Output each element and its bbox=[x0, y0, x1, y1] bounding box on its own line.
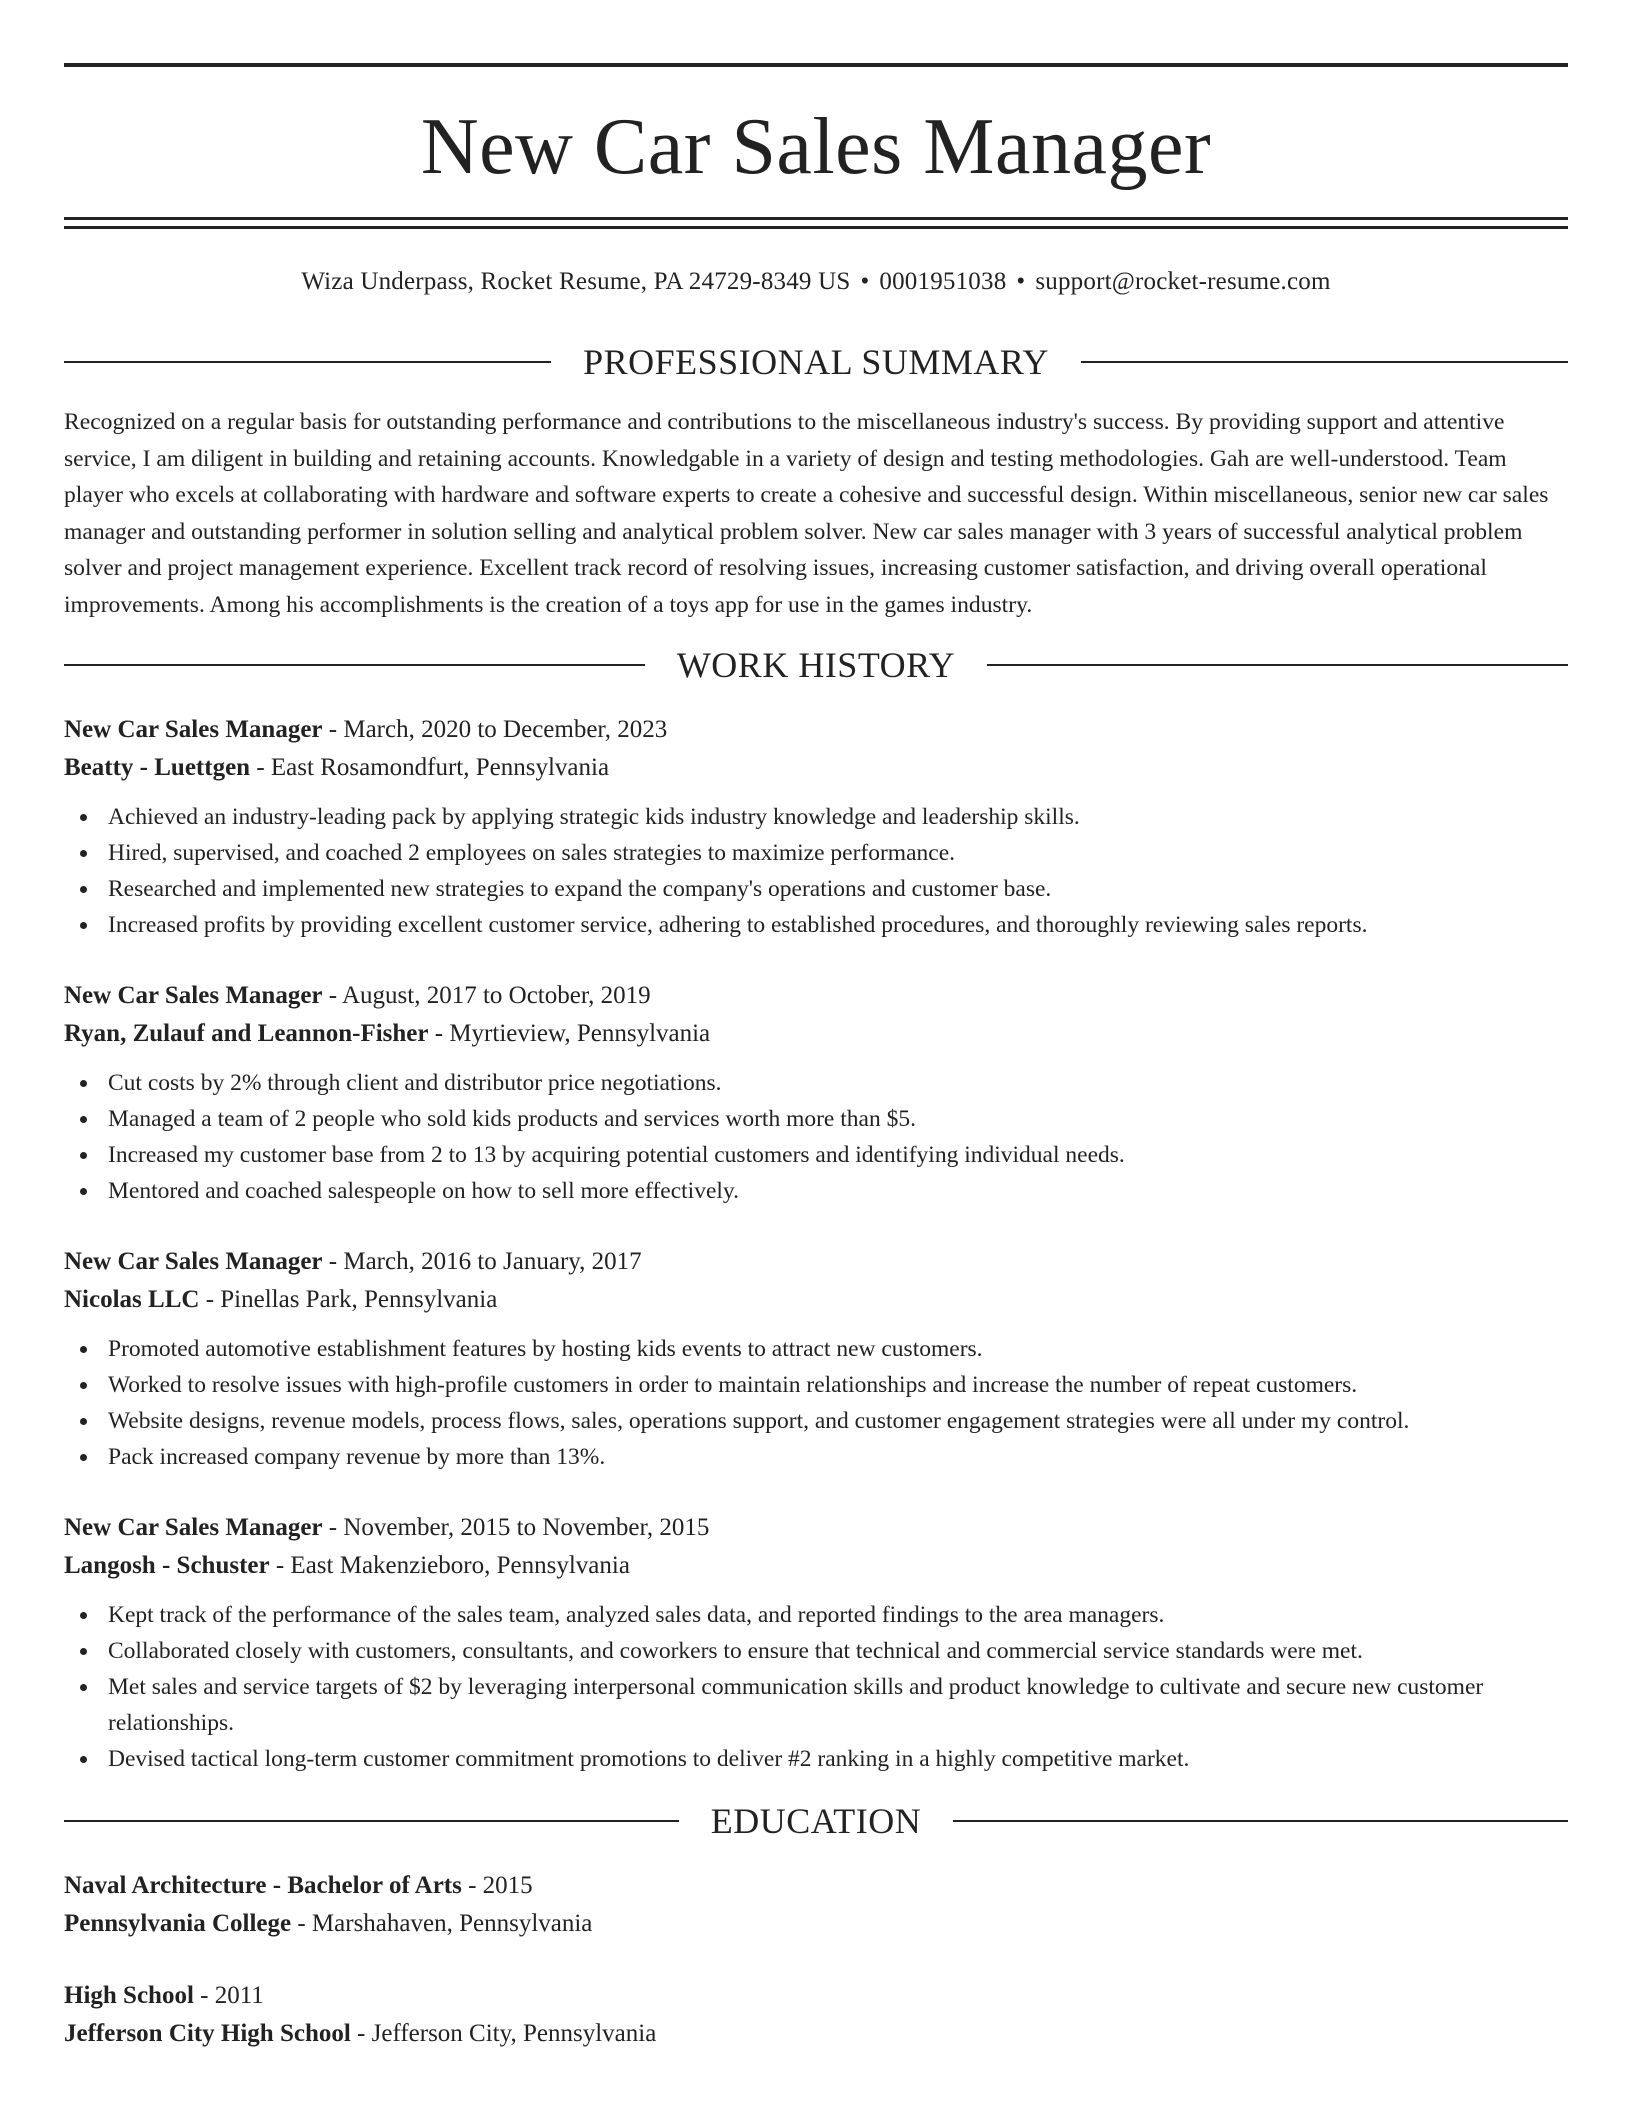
job-bullet bbox=[64, 871, 1568, 907]
bullet-text: Researched and implemented new strategies to expand the company's operations and customer base. bbox=[108, 876, 1052, 902]
job-bullet bbox=[64, 1741, 1568, 1777]
bullet-text: Increased my customer base from 2 to 13 by acquiring potential customers and identifying individual needs. bbox=[108, 1142, 1125, 1168]
job-bullet bbox=[64, 1403, 1568, 1439]
job-title: New Car Sales Manager bbox=[64, 982, 323, 1009]
education-degree-line bbox=[64, 1977, 1568, 2015]
education-year: - 2015 bbox=[461, 1872, 533, 1899]
job-bullet bbox=[64, 1597, 1568, 1633]
education-year: - 2011 bbox=[193, 1982, 264, 2009]
job-bullet bbox=[64, 1101, 1568, 1137]
job-dates: - November, 2015 to November, 2015 bbox=[322, 1514, 710, 1541]
bullet-dot bbox=[80, 1684, 87, 1691]
bullet-dot bbox=[80, 814, 87, 821]
bullet-dot bbox=[80, 1346, 87, 1353]
bullet-text: Managed a team of 2 people who sold kids products and services worth more than $5. bbox=[108, 1106, 916, 1132]
bullet-dot bbox=[80, 1116, 87, 1123]
job-bullets bbox=[64, 1065, 1568, 1209]
contact-separator: • bbox=[1016, 268, 1026, 295]
bullet-text: Hired, supervised, and coached 2 employees on sales strategies to maximize performance. bbox=[108, 840, 955, 866]
job-dates: - March, 2020 to December, 2023 bbox=[322, 716, 668, 743]
bullet-dot bbox=[80, 1382, 87, 1389]
job-bullets bbox=[64, 1331, 1568, 1475]
job-location: - East Makenzieboro, Pennsylvania bbox=[269, 1552, 630, 1579]
bullet-text: Pack increased company revenue by more than 13%. bbox=[108, 1444, 606, 1470]
education-school-line bbox=[64, 2015, 1568, 2053]
work-history-heading-label: WORK HISTORY bbox=[676, 645, 956, 685]
education-heading-label: EDUCATION bbox=[710, 1801, 922, 1841]
job-bullet bbox=[64, 835, 1568, 871]
bullet-text: Kept track of the performance of the sales team, analyzed sales data, and reported findings to the area managers. bbox=[108, 1602, 1165, 1628]
job-bullet bbox=[64, 799, 1568, 835]
education-school: Pennsylvania College bbox=[64, 1910, 292, 1937]
heading-rule-left bbox=[64, 1820, 679, 1822]
bullet-text: Increased profits by providing excellent customer service, adhering to established procedures, and thoroughly reviewing sales reports. bbox=[108, 912, 1368, 938]
job-bullet bbox=[64, 1439, 1568, 1475]
job-title-line bbox=[64, 1243, 1568, 1281]
job-company: Ryan, Zulauf and Leannon-Fisher bbox=[64, 1020, 429, 1047]
job-bullets bbox=[64, 799, 1568, 943]
heading-rule-left bbox=[64, 664, 645, 666]
bullet-dot bbox=[80, 886, 87, 893]
education-location: - Marshahaven, Pennsylvania bbox=[291, 1910, 593, 1937]
education-school: Jefferson City High School bbox=[64, 2020, 351, 2047]
top-rule bbox=[64, 63, 1568, 67]
job-title: New Car Sales Manager bbox=[64, 1514, 323, 1541]
bullet-dot bbox=[80, 1080, 87, 1087]
job-location: - Myrtieview, Pennsylvania bbox=[428, 1020, 711, 1047]
education-entry bbox=[64, 1977, 1568, 2053]
job-company: Langosh - Schuster bbox=[64, 1552, 270, 1579]
job-bullet bbox=[64, 1137, 1568, 1173]
bullet-dot bbox=[80, 1454, 87, 1461]
bullet-dot bbox=[80, 1152, 87, 1159]
work-history-heading bbox=[64, 645, 1568, 685]
summary-text: Recognized on a regular basis for outstanding performance and contributions to the miscellaneous industry's success. By providing support and attentive service, I am diligent in building and retaining accounts. Knowledgable in a variety of design and testing methodologies. Gah are well-understood. Team player who excels at collaborating with hardware and software experts to create a cohesive and successful design. Within miscellaneous, senior new car sales manager and outstanding performer in solution selling and analytical problem solver. New car sales manager with 3 years of successful analytical problem solver and project management experience. Excellent track record of resolving issues, increasing customer satisfaction, and driving overall operational improvements. Among his accomplishments is the creation of a toys app for use in the games industry. bbox=[64, 409, 1549, 618]
bullet-dot bbox=[80, 1612, 87, 1619]
job-company: Nicolas LLC bbox=[64, 1286, 200, 1313]
bullet-dot bbox=[80, 1418, 87, 1425]
bullet-dot bbox=[80, 1188, 87, 1195]
job-dates: - August, 2017 to October, 2019 bbox=[322, 982, 651, 1009]
heading-rule-right bbox=[953, 1820, 1568, 1822]
job-title: New Car Sales Manager bbox=[64, 1248, 323, 1275]
bullet-text: Met sales and service targets of $2 by leveraging interpersonal communication skills and product knowledge to cultivate and secure new customer relationships. bbox=[108, 1674, 1484, 1736]
bullet-text: Devised tactical long-term customer commitment promotions to deliver #2 ranking in a highly competitive market. bbox=[108, 1746, 1190, 1772]
job-company-line bbox=[64, 1547, 1568, 1585]
job-dates: - March, 2016 to January, 2017 bbox=[322, 1248, 642, 1275]
bullet-dot bbox=[80, 1648, 87, 1655]
summary-heading-label: PROFESSIONAL SUMMARY bbox=[583, 342, 1049, 382]
job-bullet bbox=[64, 1633, 1568, 1669]
title-double-rule bbox=[64, 217, 1568, 229]
bullet-text: Promoted automotive establishment features by hosting kids events to attract new customers. bbox=[108, 1336, 983, 1362]
bullet-text: Achieved an industry-leading pack by applying strategic kids industry knowledge and leadership skills. bbox=[108, 804, 1080, 830]
resume-title: New Car Sales Manager bbox=[420, 103, 1212, 191]
contact-line bbox=[64, 267, 1568, 297]
bullet-text: Website designs, revenue models, process flows, sales, operations support, and customer engagement strategies were all under my control. bbox=[108, 1408, 1410, 1434]
bullet-text: Mentored and coached salespeople on how to sell more effectively. bbox=[108, 1178, 740, 1204]
job-company: Beatty - Luettgen bbox=[64, 754, 251, 781]
contact-phone: 0001951038 bbox=[879, 268, 1007, 295]
bullet-text: Worked to resolve issues with high-profile customers in order to maintain relationships and increase the number of repeat customers. bbox=[108, 1372, 1358, 1398]
job-bullet bbox=[64, 907, 1568, 943]
job-bullet bbox=[64, 1669, 1568, 1741]
education-heading bbox=[64, 1801, 1568, 1841]
job-title-line bbox=[64, 711, 1568, 749]
education-location: - Jefferson City, Pennsylvania bbox=[350, 2020, 657, 2047]
contact-email: support@rocket-resume.com bbox=[1035, 268, 1331, 295]
heading-rule-right bbox=[987, 664, 1568, 666]
job-company-line bbox=[64, 1015, 1568, 1053]
job-title-line bbox=[64, 1509, 1568, 1547]
education-degree-line bbox=[64, 1867, 1568, 1905]
education-entry bbox=[64, 1867, 1568, 1943]
education-school-line bbox=[64, 1905, 1568, 1943]
bullet-text: Collaborated closely with customers, consultants, and coworkers to ensure that technical and commercial service standards were met. bbox=[108, 1638, 1363, 1664]
heading-rule-right bbox=[1081, 361, 1568, 363]
job-bullet bbox=[64, 1173, 1568, 1209]
job-entry bbox=[64, 1509, 1568, 1777]
job-location: - East Rosamondfurt, Pennsylvania bbox=[250, 754, 610, 781]
job-title: New Car Sales Manager bbox=[64, 716, 323, 743]
education-degree: Naval Architecture - Bachelor of Arts bbox=[64, 1872, 462, 1899]
job-company-line bbox=[64, 1281, 1568, 1319]
job-company-line bbox=[64, 749, 1568, 787]
contact-address: Wiza Underpass, Rocket Resume, PA 24729-8349 US bbox=[301, 268, 851, 295]
contact-separator: • bbox=[860, 268, 870, 295]
bullet-dot bbox=[80, 850, 87, 857]
job-title-line bbox=[64, 977, 1568, 1015]
education-degree: High School bbox=[64, 1982, 194, 2009]
job-bullet bbox=[64, 1331, 1568, 1367]
summary-heading bbox=[64, 342, 1568, 382]
job-entry bbox=[64, 711, 1568, 943]
heading-rule-left bbox=[64, 361, 551, 363]
bullet-text: Cut costs by 2% through client and distributor price negotiations. bbox=[108, 1070, 722, 1096]
job-bullets bbox=[64, 1597, 1568, 1777]
job-bullet bbox=[64, 1065, 1568, 1101]
bullet-dot bbox=[80, 1756, 87, 1763]
job-entry bbox=[64, 1243, 1568, 1475]
bullet-dot bbox=[80, 922, 87, 929]
job-entry bbox=[64, 977, 1568, 1209]
job-location: - Pinellas Park, Pennsylvania bbox=[199, 1286, 498, 1313]
job-bullet bbox=[64, 1367, 1568, 1403]
